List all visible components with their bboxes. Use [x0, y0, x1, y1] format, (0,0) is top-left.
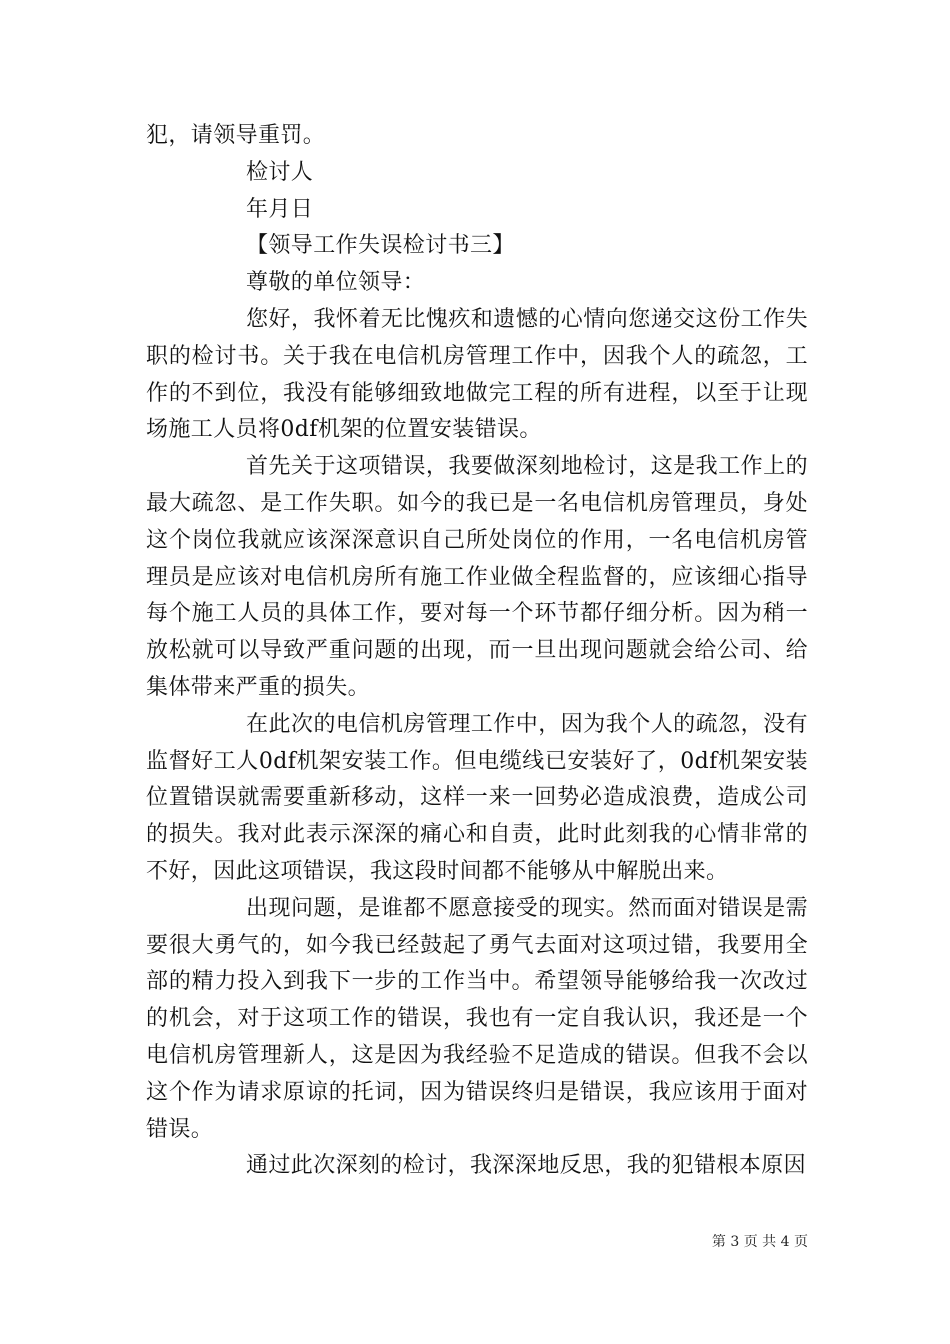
- document-body: [146, 118, 808, 1185]
- paragraph-closing-line: 犯，请领导重罚。: [146, 123, 326, 148]
- paragraph-body-2: 首先关于这项错误，我要做深刻地检讨，这是我工作上的最大疏忽、是工作失职。如今的我已是一名电信机房管理员，身处这个岗位我就应该深深意识自己所处岗位的作用，一名电信机房管理员是应该对电信机房所有施工作业做全程监督的，应该细心指导每个施工人员的具体工作，要对每一个环节都仔细分析。因为稍一放松就可以导致严重问题的出现，而一旦出现问题就会给公司、给集体带来严重的损失。: [146, 454, 808, 700]
- paragraph-body-4: 出现问题，是谁都不愿意接受的现实。然而面对错误是需要很大勇气的，如今我已经鼓起了勇气去面对这项过错，我要用全部的精力投入到我下一步的工作当中。希望领导能够给我一次改过的机会，对于这项工作的错误，我也有一定自我认识，我还是一个电信机房管理新人，这是因为我经验不足造成的错误。但我不会以这个作为请求原谅的托词，因为错误终归是错误，我应该用于面对错误。: [146, 895, 808, 1142]
- page-number-footer: 第 3 页 共 4 页: [711, 1234, 808, 1250]
- paragraph-salutation: 尊敬的单位领导：: [246, 270, 426, 296]
- section-heading: 【领导工作失误检讨书三】: [246, 233, 515, 259]
- paragraph-body-5: 通过此次深刻的检讨，我深深地反思，我的犯错根本原因: [246, 1153, 807, 1179]
- paragraph-body-3: 在此次的电信机房管理工作中，因为我个人的疏忽，没有监督好工人0df机架安装工作。但电缆线已安装好了，0df机架安装位置错误就需要重新移动，这样一来一回势必造成浪费，造成公司的损失。我对此表示深深的痛心和自责，此时此刻我的心情非常的不好，因此这项错误，我这段时间都不能够从中解脱出来。: [146, 711, 808, 884]
- paragraph-body-1: 您好，我怀着无比愧疚和遗憾的心情向您递交这份工作失职的检讨书。关于我在电信机房管理工作中，因我个人的疏忽，工作的不到位，我没有能够细致地做完工程的所有进程，以至于让现场施工人员将0df机架的位置安装错误。: [146, 306, 808, 443]
- paragraph-signer: 检讨人: [246, 159, 314, 185]
- paragraph-date: 年月日: [246, 196, 314, 222]
